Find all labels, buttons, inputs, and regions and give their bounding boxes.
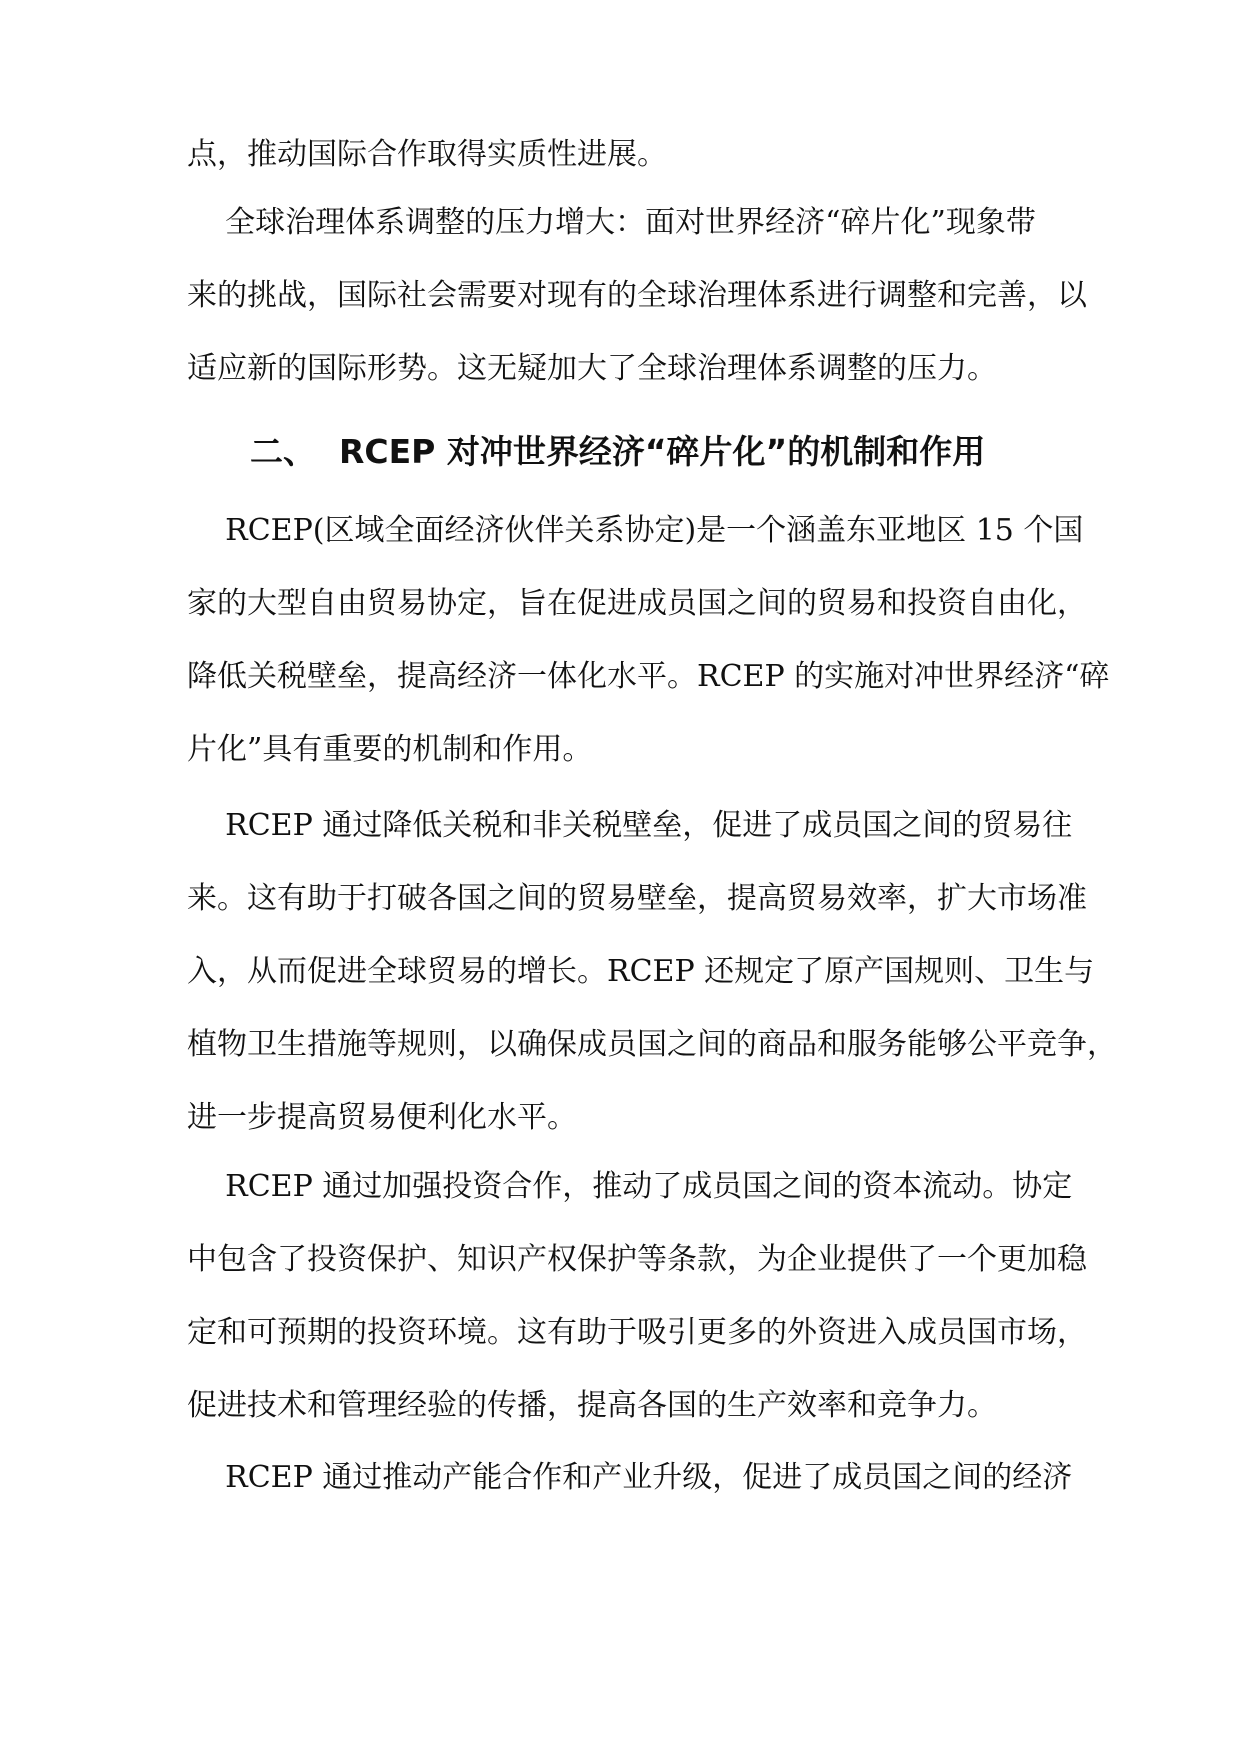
paragraph-4: RCEP 通过降低关税和非关税壁垒，促进了成员国之间的贸易往 来。这有助于打破各国之间的贸易壁垒，提高贸易效率，扩大市场准 入，从而促进全球贸易的增长。RCEP 还规定了原产国规则、卫生与 植物卫生措施等规则，以确保成员国之间的商品和服务能够公平竞争， 进一步提高贸易便利化水平。	[187, 808, 1117, 1135]
paragraph-3: RCEP(区域全面经济伙伴关系协定)是一个涵盖东亚地区 15 个国 家的大型自由贸易协定，旨在促进成员国之间的贸易和投资自由化， 降低关税壁垒，提高经济一体化水平。RCEP 的实施对冲世界经济“碎 片化”具有重要的机制和作用。	[187, 513, 1110, 767]
paragraph-2: 全球治理体系调整的压力增大：面对世界经济“碎片化”现象带 来的挑战，国际社会需要对现有的全球治理体系进行调整和完善，以 适应新的国际形势。这无疑加大了全球治理体系调整的压力。	[187, 205, 1087, 386]
paragraph-5: RCEP 通过加强投资合作，推动了成员国之间的资本流动。协定 中包含了投资保护、知识产权保护等条款，为企业提供了一个更加稳 定和可预期的投资环境。这有助于吸引更多的外资进入成员国市场， 促进技术和管理经验的传播，提高各国的生产效率和竞争力。	[187, 1169, 1087, 1423]
paragraph-1: 点，推动国际合作取得实质性进展。	[187, 137, 667, 172]
paragraph-6: RCEP 通过推动产能合作和产业升级，促进了成员国之间的经济	[187, 1460, 1073, 1495]
section-heading: 二、 RCEP 对冲世界经济“碎片化”的机制和作用	[250, 432, 986, 471]
